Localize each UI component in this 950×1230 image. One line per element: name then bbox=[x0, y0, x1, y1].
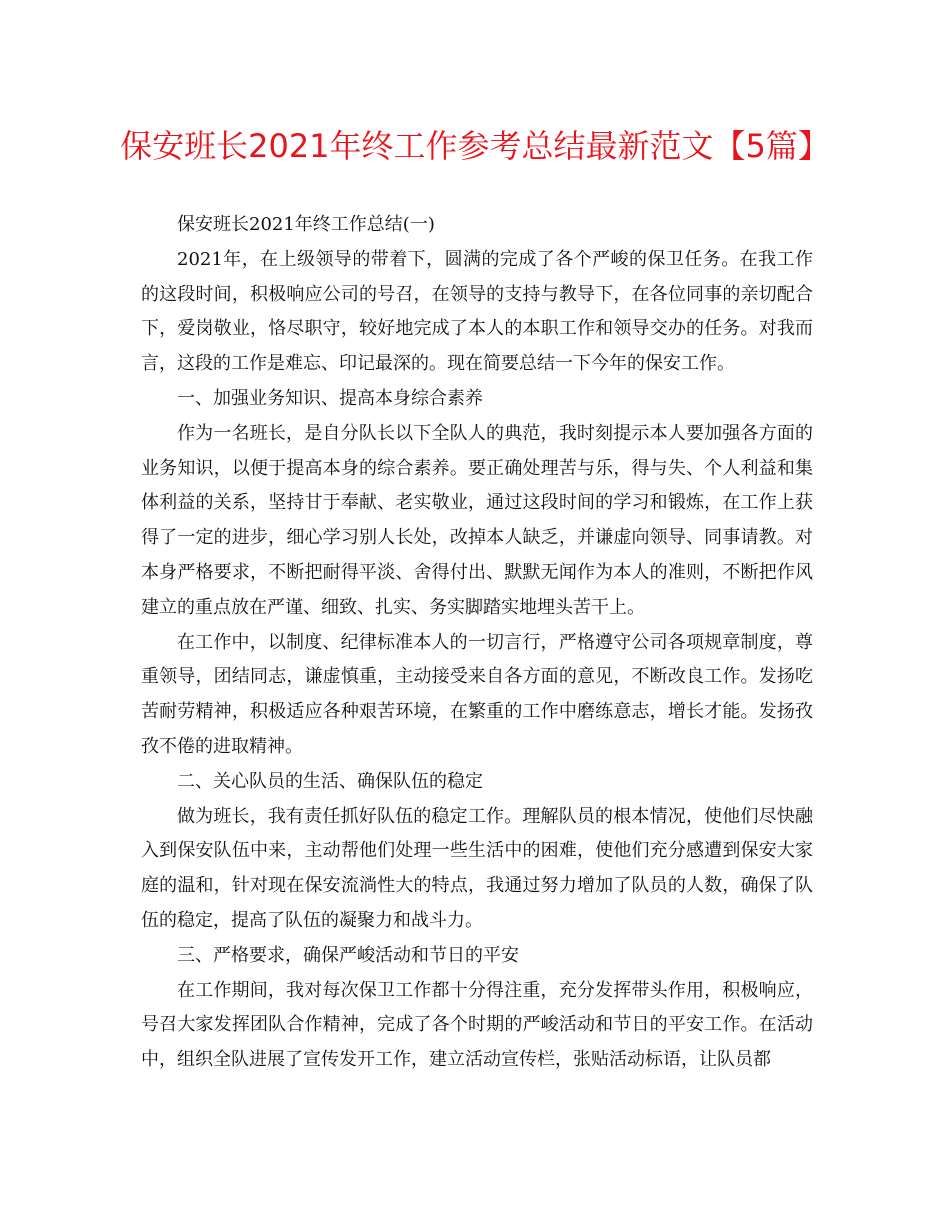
section-heading: 一、加强业务知识、提高本身综合素养 bbox=[177, 387, 483, 409]
document-body bbox=[141, 208, 813, 1078]
section-heading: 保安班长2021年终工作总结(一) bbox=[177, 214, 435, 235]
body-paragraph: 作为一名班长，是自分队长以下全队人的典范，我时刻提示本人要加强各方面的业务知识，以便于提高本身的综合素养。要正确处理苦与乐，得与失、个人利益和集体利益的关系，坚持甘于奉献、老实敬业，通过这段时间的学习和锻炼，在工作上获得了一定的进步，细心学习别人长处，改掉本人缺乏，并谦虚向领导、同事请教。对本身严格要求，不断把耐得平淡、舍得付出、默默无闻作为本人的准则，不断把作风建立的重点放在严谨、细致、扎实、务实脚踏实地埋头苦干上。 bbox=[141, 422, 813, 618]
body-paragraph: 在工作中，以制度、纪律标准本人的一切言行，严格遵守公司各项规章制度，尊重领导，团结同志，谦虚慎重，主动接受来自各方面的意见，不断改良工作。发扬吃苦耐劳精神，积极适应各种艰苦环境，在繁重的工作中磨练意志，增长才能。发扬孜孜不倦的进取精神。 bbox=[141, 631, 813, 757]
body-paragraph: 2021年，在上级领导的带着下，圆满的完成了各个严峻的保卫任务。在我工作的这段时间，积极响应公司的号召，在领导的支持与教导下，在各位同事的亲切配合下，爱岗敬业，恪尽职守，较好地完成了本人的本职工作和领导交办的任务。对我而言，这段的工作是难忘、印记最深的。现在简要总结一下今年的保安工作。 bbox=[141, 248, 813, 375]
document-title: 保安班长2021年终工作参考总结最新范文【5篇】 bbox=[120, 127, 830, 165]
body-paragraph: 做为班长，我有责任抓好队伍的稳定工作。理解队员的根本情况，使他们尽快融入到保安队伍中来，主动帮他们处理一些生活中的困难，使他们充分感遭到保安大家庭的温和，针对现在保安流淌性大的特点，我通过努力增加了队员的人数，确保了队伍的稳定，提高了队伍的凝聚力和战斗力。 bbox=[141, 805, 813, 931]
section-heading: 二、关心队员的生活、确保队伍的稳定 bbox=[177, 770, 483, 792]
section-heading: 三、严格要求，确保严峻活动和节日的平安 bbox=[177, 944, 519, 966]
body-paragraph: 在工作期间，我对每次保卫工作都十分得注重，充分发挥带头作用，积极响应，号召大家发挥团队合作精神，完成了各个时期的严峻活动和节日的平安工作。在活动中，组织全队进展了宣传发开工作，建立活动宣传栏，张贴活动标语，让队员都 bbox=[141, 979, 813, 1071]
